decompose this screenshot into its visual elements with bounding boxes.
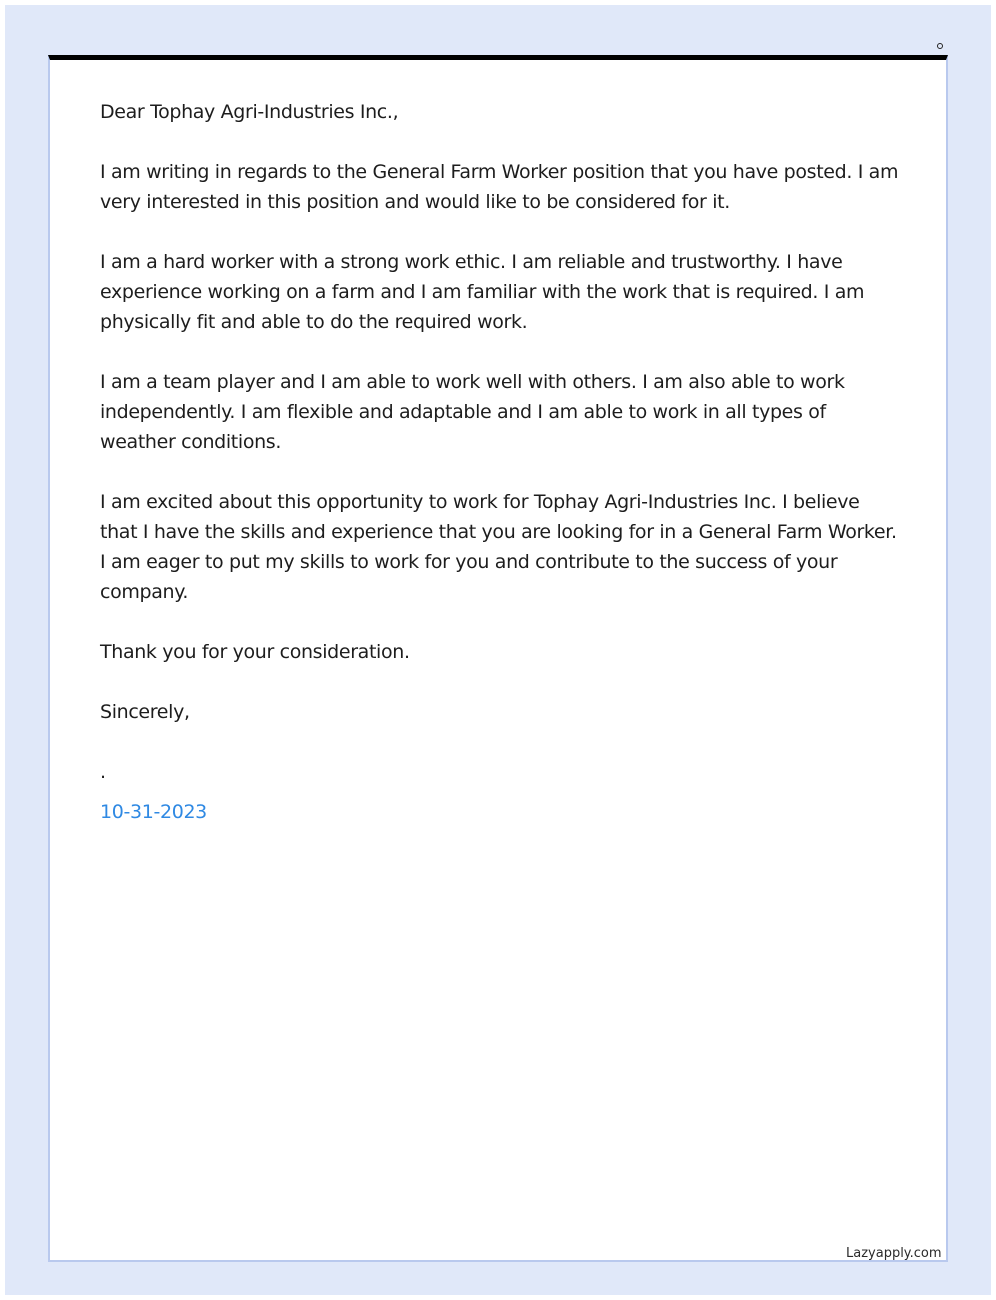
letter-date: 10-31-2023 (100, 801, 207, 823)
watermark: Lazyapply.com (846, 1246, 942, 1261)
signature: . (100, 761, 106, 783)
paragraph-work-ethic: I am a hard worker with a strong work ethic. I am reliable and trustworthy. I have experience working on a farm and I am familiar with the work that is required. I am physically fit and able to do the required work. (100, 251, 865, 333)
paragraph-thanks: Thank you for your consideration. (100, 641, 410, 663)
paragraph-intro: I am writing in regards to the General Farm Worker position that you have posted. I am very interested in this position and would like to be considered for it. (100, 161, 899, 213)
corner-circle-icon (937, 43, 943, 49)
paragraph-teamwork: I am a team player and I am able to work well with others. I am also able to work independently. I am flexible and adaptable and I am able to work in all types of weather conditions. (100, 371, 845, 453)
salutation: Dear Tophay Agri-Industries Inc., (100, 101, 399, 123)
closing: Sincerely, (100, 701, 190, 723)
cover-letter-body (100, 97, 900, 827)
paragraph-opportunity: I am excited about this opportunity to work for Tophay Agri-Industries Inc. I believe that I have the skills and experience that you are looking for in a General Farm Worker. I am eager to put my skills to work for you and contribute to the success of your company. (100, 491, 897, 603)
